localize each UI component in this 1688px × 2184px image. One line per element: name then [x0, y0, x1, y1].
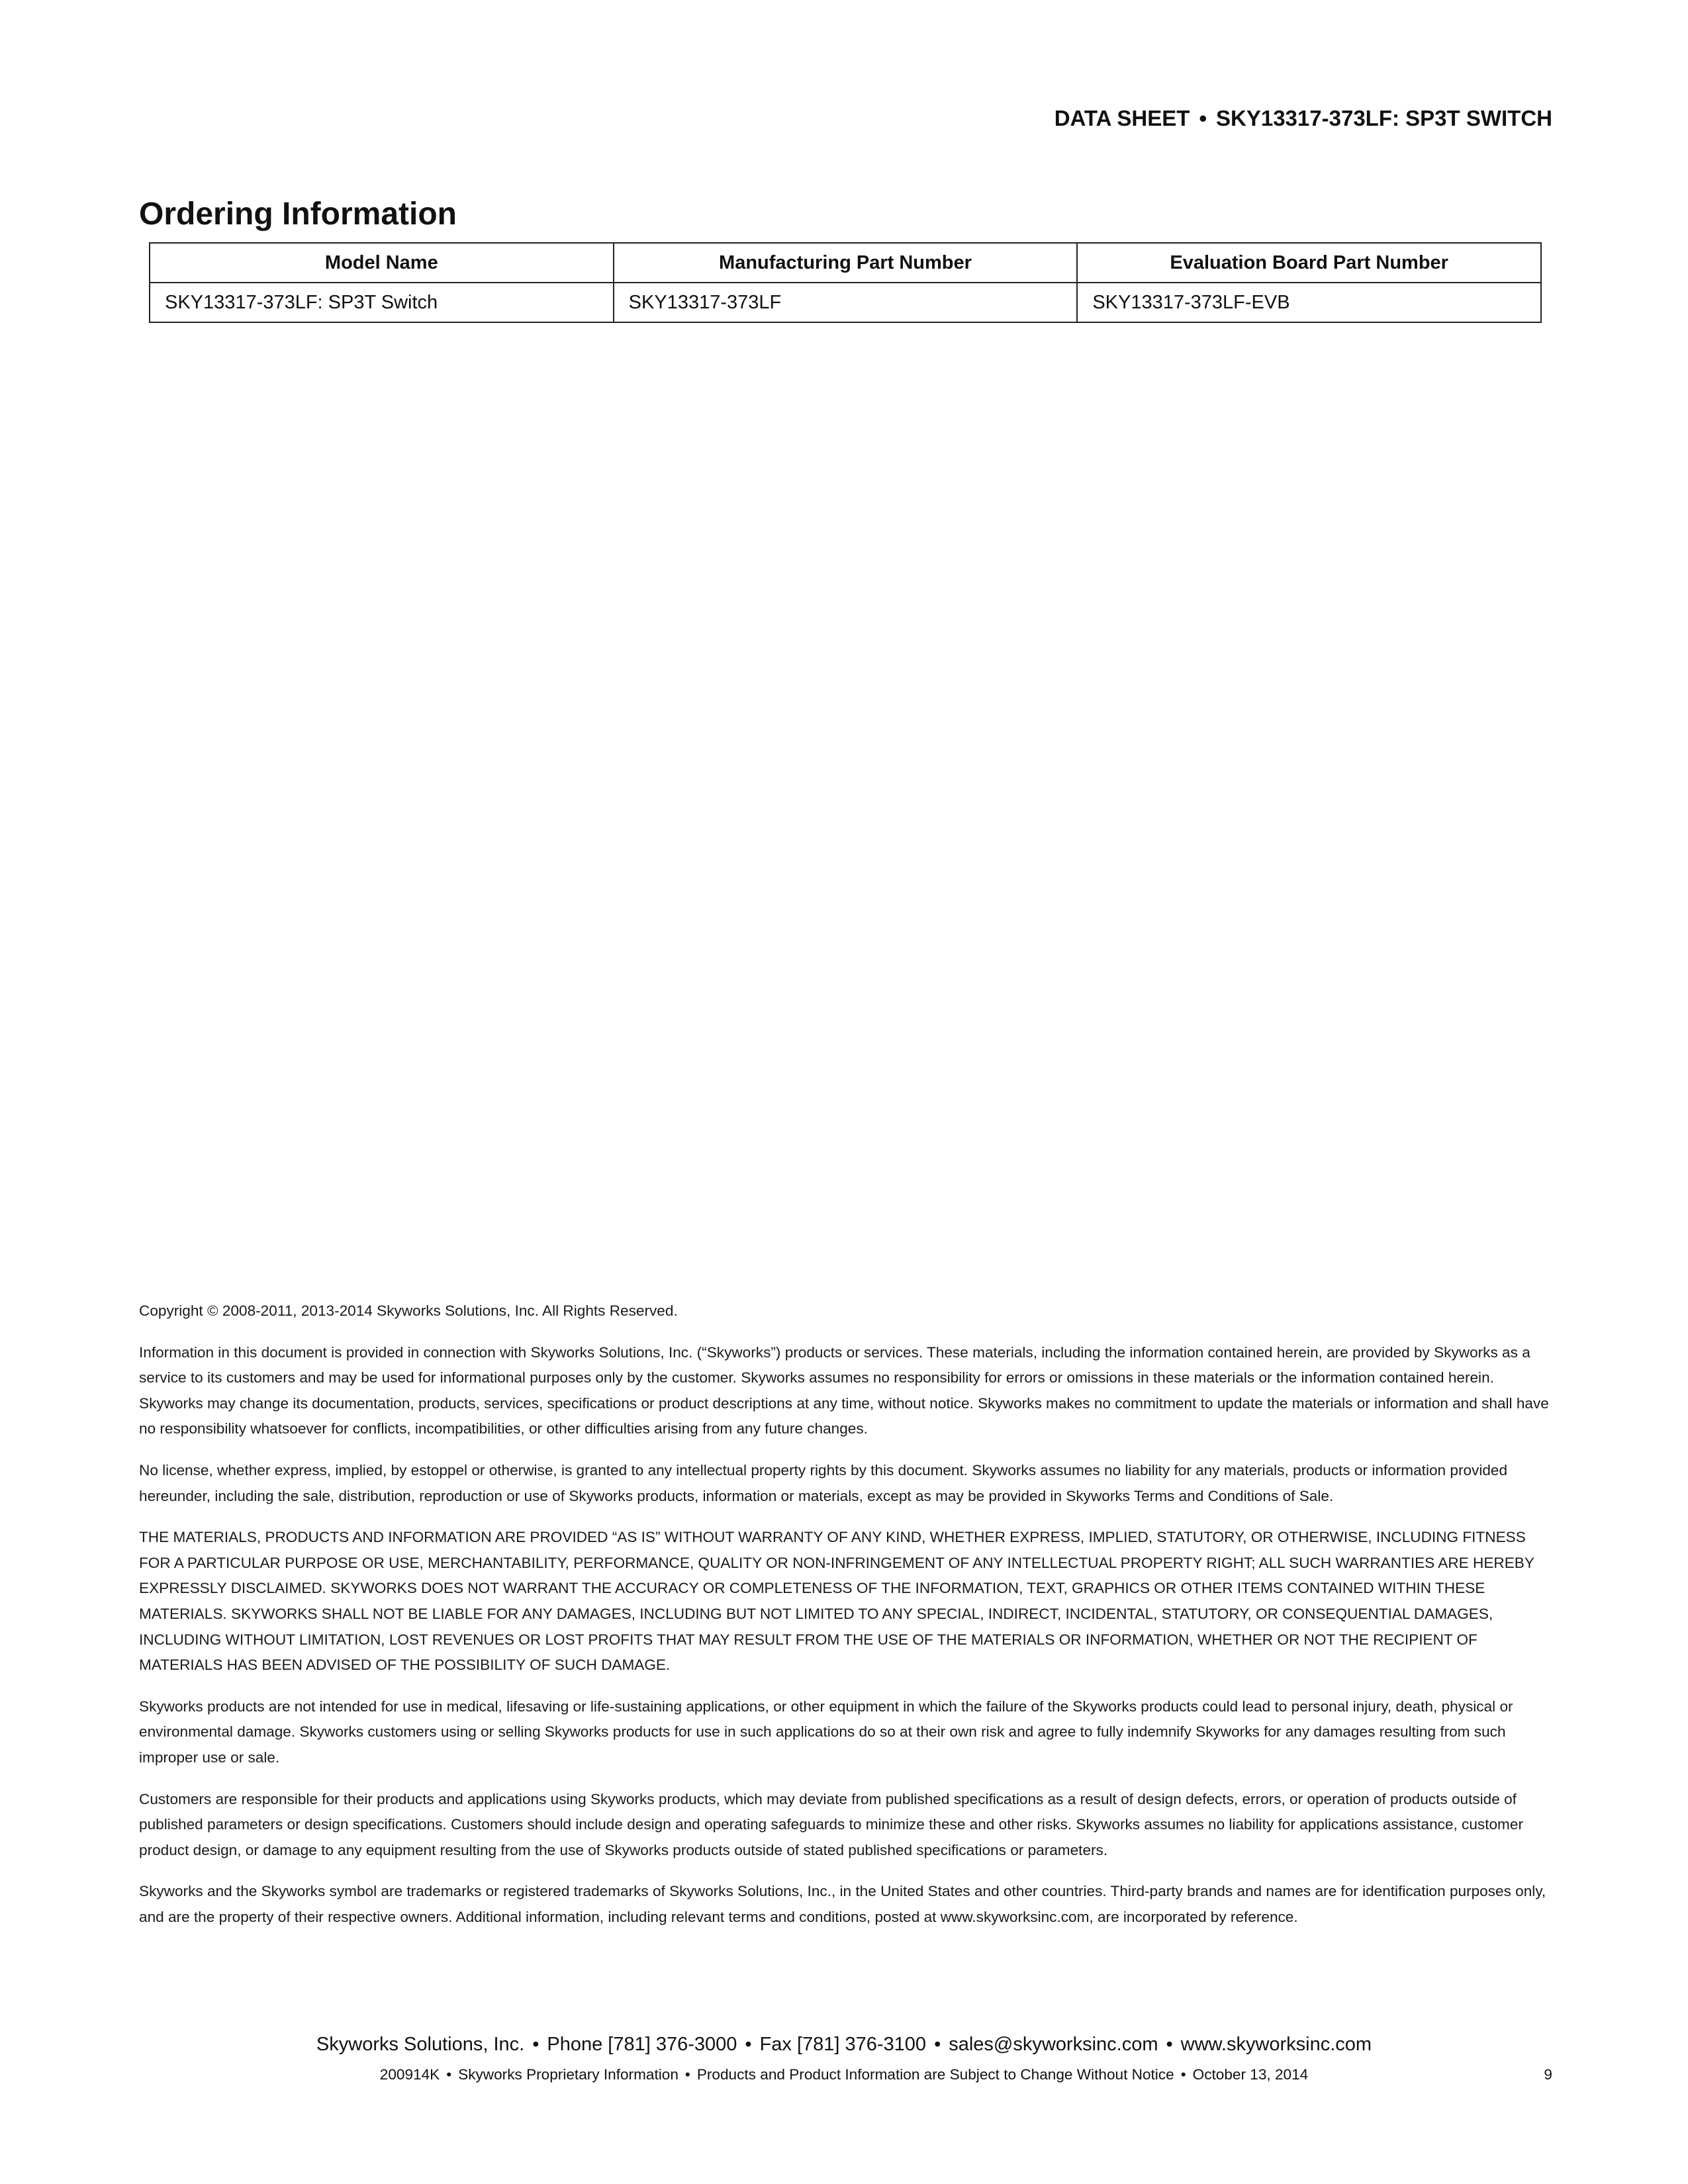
- table-header-row: [150, 243, 1541, 283]
- table-row: [150, 283, 1541, 322]
- footer-fax: Fax [781] 376-3100: [759, 2034, 927, 2055]
- product-title: SKY13317-373LF: SP3T SWITCH: [1216, 106, 1552, 130]
- column-header-manufacturing-part-number: Manufacturing Part Number: [614, 243, 1078, 283]
- legal-paragraph-customer-responsibility: Customers are responsible for their products and applications using Skyworks products, which may deviate from published specifications as a result of design defects, errors, or operation of products outside of published parameters or design specifications. Customers should include design and operating safeguards to minimize these and other risks. Skyworks assumes no liability for applications assistance, customer product design, or damage to any equipment resulting from the use of Skyworks products outside of stated published specifications or parameters.: [139, 1790, 1523, 1858]
- footer-separator: •: [684, 2066, 690, 2083]
- footer-separator: •: [1166, 2034, 1173, 2055]
- running-header: [1055, 106, 1552, 131]
- footer-separator: •: [532, 2034, 539, 2055]
- legal-paragraph-trademarks: Skyworks and the Skyworks symbol are trademarks or registered trademarks of Skyworks Solutions, Inc., in the United States and other countries. Third-party brands and names are for identification purposes only, and are the property of their respective owners. Additional information, including relevant terms and conditions, posted at www.skyworksinc.com, are incorporated by reference.: [139, 1883, 1546, 1925]
- page-number: 9: [1544, 2066, 1552, 2083]
- cell-model-name: SKY13317-373LF: SP3T Switch: [150, 283, 614, 322]
- footer-proprietary: Skyworks Proprietary Information: [458, 2066, 679, 2083]
- ordering-table: [149, 242, 1542, 323]
- legal-paragraph-medical-use: Skyworks products are not intended for use in medical, lifesaving or life-sustaining applications, or other equipment in which the failure of the Skyworks products could lead to personal injury, death, physical or environmental damage. Skyworks customers using or selling Skyworks products for use in such applications do so at their own risk and agree to fully indemnify Skyworks for any damages resulting from such improper use or sale.: [139, 1698, 1513, 1766]
- footer-contact: [0, 2034, 1688, 2056]
- cell-manufacturing-part-number: SKY13317-373LF: [614, 283, 1078, 322]
- legal-paragraph-warranty: THE MATERIALS, PRODUCTS AND INFORMATION ARE PROVIDED “AS IS” WITHOUT WARRANTY OF ANY KIND, WHETHER EXPRESS, IMPLIED, STATUTORY, OR OTHERWISE, INCLUDING FITNESS FOR A PARTICULAR PURPOSE OR USE, MERCHANTABILITY, PERFORMANCE, QUALITY OR NON-INFRINGEMENT OF ANY INTELLECTUAL PROPERTY RIGHT; ALL SUCH WARRANTIES ARE HEREBY EXPRESSLY DISCLAIMED. SKYWORKS DOES NOT WARRANT THE ACCURACY OR COMPLETENESS OF THE INFORMATION, TEXT, GRAPHICS OR OTHER ITEMS CONTAINED WITHIN THESE MATERIALS. SKYWORKS SHALL NOT BE LIABLE FOR ANY DAMAGES, INCLUDING BUT NOT LIMITED TO ANY SPECIAL, INDIRECT, INCIDENTAL, STATUTORY, OR CONSEQUENTIAL DAMAGES, INCLUDING WITHOUT LIMITATION, LOST REVENUES OR LOST PROFITS THAT MAY RESULT FROM THE USE OF THE MATERIALS OR INFORMATION, WHETHER OR NOT THE RECIPIENT OF MATERIALS HAS BEEN ADVISED OF THE POSSIBILITY OF SUCH DAMAGE.: [139, 1529, 1534, 1674]
- footer-separator: •: [934, 2034, 941, 2055]
- legal-notice: [139, 1298, 1552, 1946]
- footer-separator: •: [745, 2034, 752, 2055]
- footer-separator: •: [1180, 2066, 1186, 2083]
- footer-date: October 13, 2014: [1192, 2066, 1309, 2083]
- footer-notice: Products and Product Information are Subject to Change Without Notice: [696, 2066, 1174, 2083]
- cell-evaluation-board-part-number: SKY13317-373LF-EVB: [1077, 283, 1541, 322]
- footer-info: [0, 2066, 1688, 2083]
- ordering-information-heading: Ordering Information: [139, 197, 457, 232]
- legal-paragraph-license: No license, whether express, implied, by estoppel or otherwise, is granted to any intellectual property rights by this document. Skyworks assumes no liability for any materials, products or information provided hereunder, including the sale, distribution, reproduction or use of Skyworks products, information or materials, except as may be provided in Skyworks Terms and Conditions of Sale.: [139, 1461, 1508, 1504]
- footer-separator: •: [446, 2066, 452, 2083]
- column-header-model-name: Model Name: [150, 243, 614, 283]
- footer-website: www.skyworksinc.com: [1180, 2034, 1372, 2055]
- header-separator: •: [1199, 106, 1207, 130]
- footer-company: Skyworks Solutions, Inc.: [316, 2034, 525, 2055]
- footer-phone: Phone [781] 376-3000: [547, 2034, 737, 2055]
- doc-type: DATA SHEET: [1054, 106, 1190, 130]
- footer-doc-number: 200914K: [379, 2066, 440, 2083]
- legal-paragraph-information: Information in this document is provided in connection with Skyworks Solutions, Inc. (“Skyworks”) products or services. These materials, including the information contained herein, are provided by Skyworks as a service to its customers and may be used for informational purposes only by the customer. Skyworks assumes no responsibility for errors or omissions in these materials or the information contained herein. Skyworks may change its documentation, products, services, specifications or product descriptions at any time, without notice. Skyworks makes no commitment to update the materials or information and shall have no responsibility whatsoever for conflicts, incompatibilities, or other difficulties arising from any future changes.: [139, 1343, 1549, 1437]
- copyright-line: Copyright © 2008-2011, 2013-2014 Skyworks Solutions, Inc. All Rights Reserved.: [139, 1302, 678, 1319]
- footer-email: sales@skyworksinc.com: [949, 2034, 1158, 2055]
- column-header-evaluation-board-part-number: Evaluation Board Part Number: [1077, 243, 1541, 283]
